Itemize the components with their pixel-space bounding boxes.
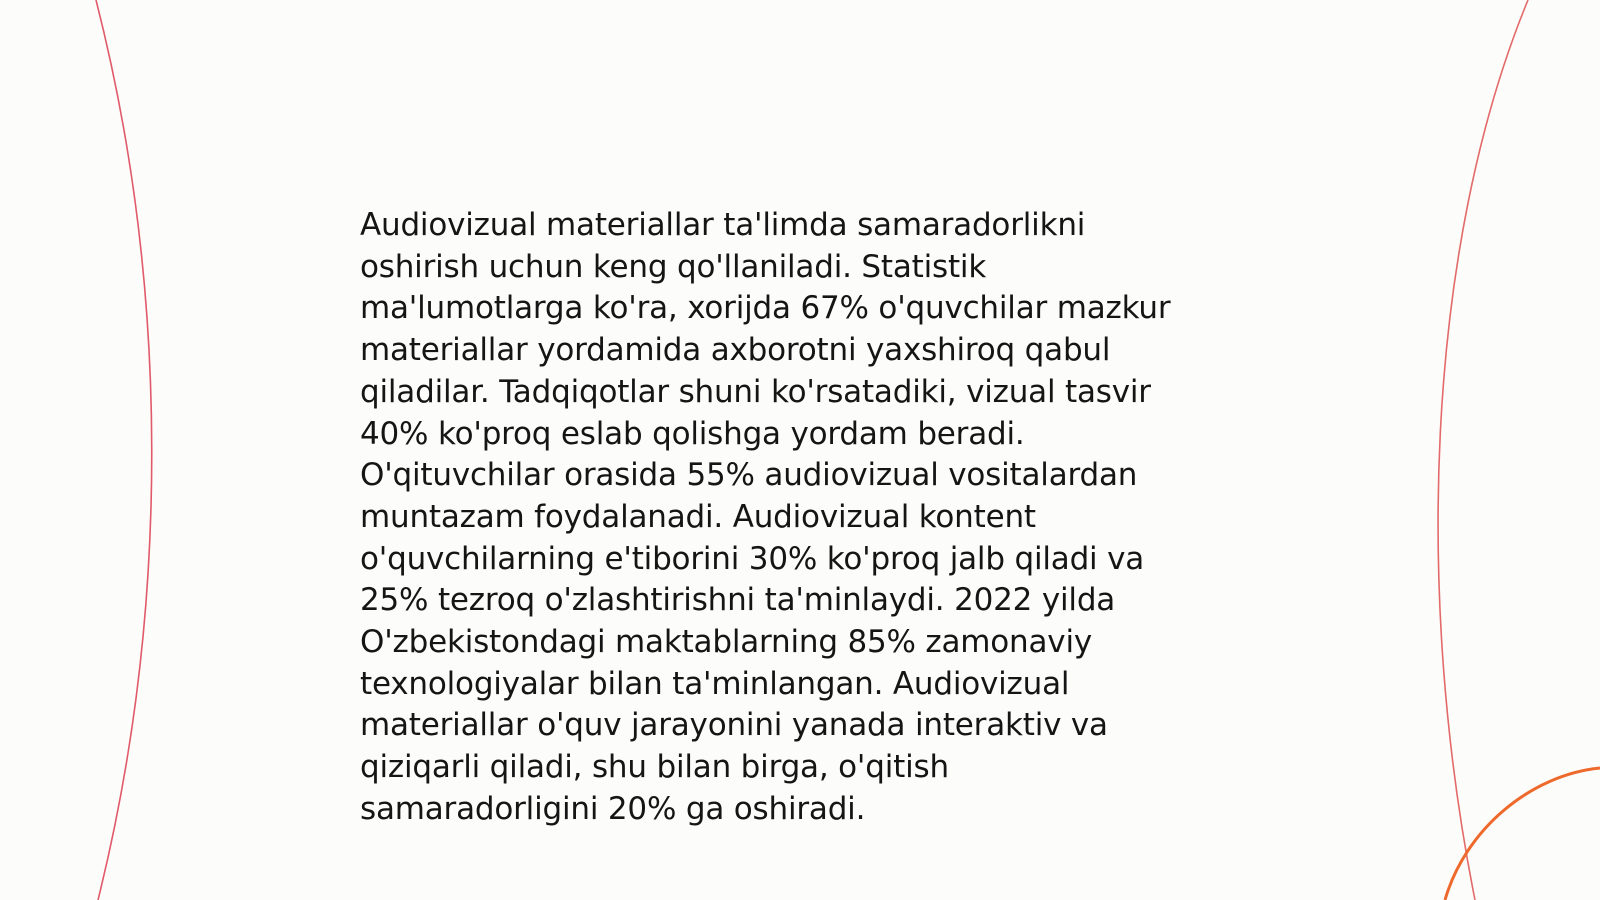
body-line: 25% tezroq o'zlashtirishni ta'minlaydi. 2022 yilda [360, 582, 1116, 619]
body-line: o'quvchilarning e'tiborini 30% ko'proq jalb qiladi va [360, 540, 1145, 577]
body-line: muntazam foydalanadi. Audiovizual kontent [360, 498, 1036, 535]
right-curve [1438, 0, 1528, 900]
body-line: qiladilar. Tadqiqotlar shuni ko'rsatadiki, vizual tasvir [360, 373, 1151, 410]
body-line: oshirish uchun keng qo'llaniladi. Statistik [360, 248, 987, 285]
body-line: O'qituvchilar orasida 55% audiovizual vositalardan [360, 457, 1138, 494]
orange-arc [1445, 768, 1600, 900]
body-line: Audiovizual materiallar ta'limda samaradorlikni [360, 207, 1086, 243]
left-curve [96, 0, 152, 900]
body-line: samaradorligini 20% ga oshiradi. [360, 790, 866, 827]
body-line: qiziqarli qiladi, shu bilan birga, o'qitish [360, 749, 949, 786]
body-line: materiallar yordamida axborotni yaxshiroq qabul [360, 332, 1111, 369]
body-line: ma'lumotlarga ko'ra, xorijda 67% o'quvchilar mazkur [360, 290, 1171, 327]
body-line: texnologiyalar bilan ta'minlangan. Audiovizual [360, 665, 1070, 702]
body-line: 40% ko'proq eslab qolishga yordam beradi. [360, 415, 1025, 452]
body-text [360, 205, 1240, 831]
body-line: materiallar o'quv jarayonini yanada interaktiv va [360, 707, 1108, 744]
body-line: O'zbekistondagi maktablarning 85% zamonaviy [360, 624, 1093, 661]
